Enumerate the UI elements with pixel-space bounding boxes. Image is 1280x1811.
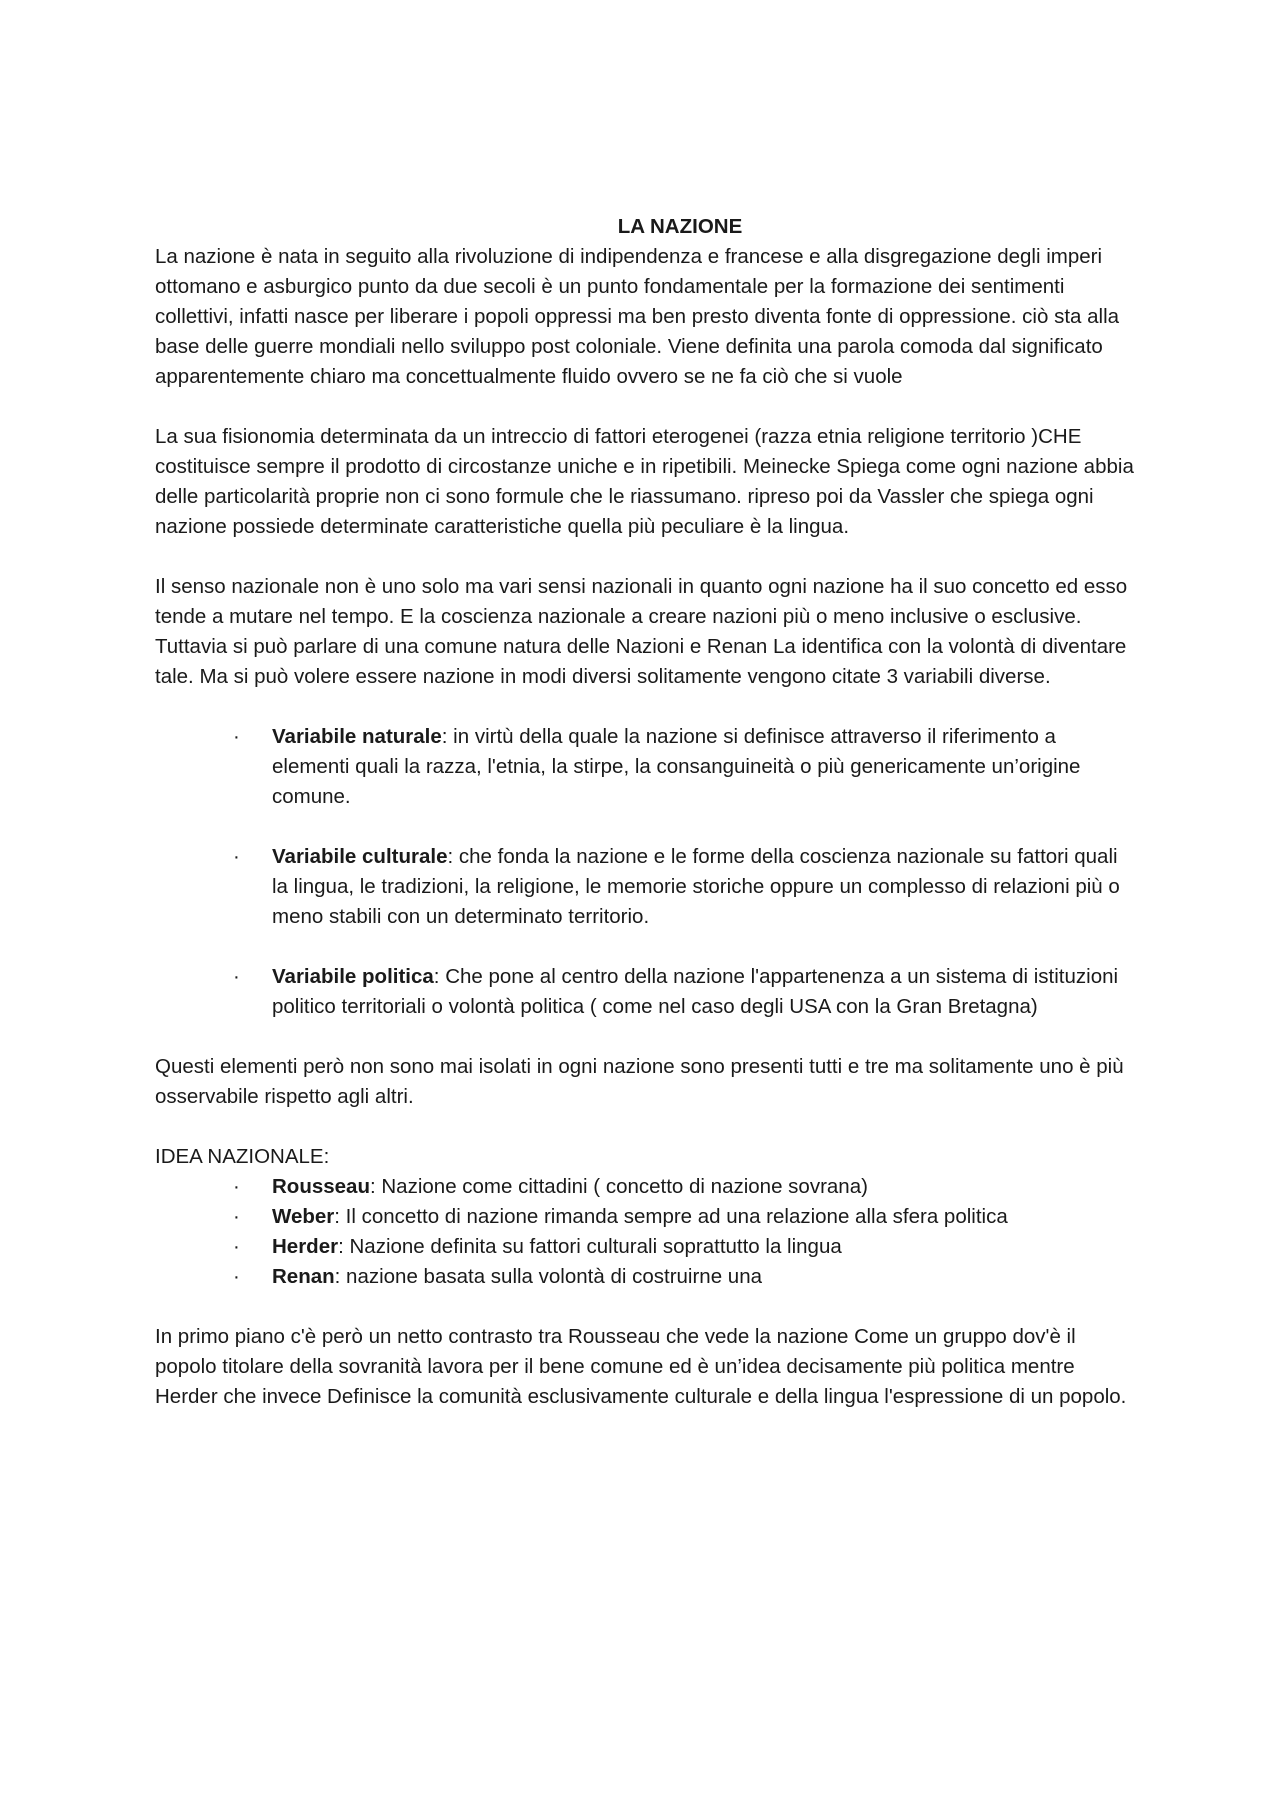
bullet-icon: · [233, 1205, 240, 1228]
bullet-icon: · [233, 845, 240, 868]
bullet-icon: · [233, 725, 240, 748]
list-item [155, 722, 1135, 812]
list-item-text: : che fonda la nazione e le forme della coscienza nazionale su fattori quali la lingua, le tradizioni, la religione, le memorie storiche oppure un complesso di relazioni più o meno stabili con un determinato territorio. [272, 845, 1120, 928]
bullet-icon: · [233, 1265, 240, 1288]
list-item-term: Renan [272, 1265, 335, 1288]
bullet-icon: · [233, 965, 240, 988]
idea-list [155, 1172, 1135, 1292]
list-item-term: Variabile culturale [272, 845, 448, 868]
list-item-term: Variabile politica [272, 965, 434, 988]
paragraph-summary: Questi elementi però non sono mai isolati in ogni nazione sono presenti tutti e tre ma solitamente uno è più osservabile rispetto agli altri. [155, 1055, 1124, 1108]
list-item [155, 1202, 1135, 1232]
paragraph-conclusion: In primo piano c'è però un netto contrasto tra Rousseau che vede la nazione Come un gruppo dov'è il popolo titolare della sovranità lavora per il bene comune ed è un’idea decisamente più politica mentre Herder che invece Definisce la comunità esclusivamente culturale e della lingua l'espressione di un popolo. [155, 1325, 1127, 1408]
list-item-text: : in virtù della quale la nazione si definisce attraverso il riferimento a elementi quali la razza, l'etnia, la stirpe, la consanguineità o più genericamente un’origine comune. [272, 725, 1081, 808]
document-page [155, 212, 1135, 1412]
document-title: LA NAZIONE [617, 215, 743, 238]
paragraph-origins: La nazione è nata in seguito alla rivoluzione di indipendenza e francese e alla disgregazione degli imperi ottomano e asburgico punto da due secoli è un punto fondamentale per la formazione dei sentimenti collettivi, infatti nasce per liberare i popoli oppressi ma ben presto diventa fonte di oppressione. ciò sta alla base delle guerre mondiali nello sviluppo post coloniale. Viene definita una parola comoda dal significato apparentemente chiaro ma concettualmente fluido ovvero se ne fa ciò che si vuole [155, 245, 1120, 388]
variables-list [155, 722, 1135, 1022]
spacer [155, 1292, 1135, 1322]
spacer [155, 692, 1135, 722]
list-item-text: : Il concetto di nazione rimanda sempre ad una relazione alla sfera politica [334, 1205, 1008, 1228]
list-item [155, 1262, 1135, 1292]
paragraph-common-nature: Tuttavia si può parlare di una comune natura delle Nazioni e Renan La identifica con la volontà di diventare tale. Ma si può volere essere nazione in modi diversi solitamente vengono citate 3 variabili diverse. [155, 635, 1127, 688]
list-item-text: : nazione basata sulla volontà di costruirne una [334, 1265, 763, 1288]
bullet-icon: · [233, 1175, 240, 1198]
paragraph-physiognomy: La sua fisionomia determinata da un intreccio di fattori eterogenei (razza etnia religione territorio )CHE costituisce sempre il prodotto di circostanze uniche e in ripetibili. Meinecke Spiega come ogni nazione abbia delle particolarità proprie non ci sono formule che le riassumano. ripreso poi da Vassler che spiega ogni nazione possiede determinate caratteristiche quella più peculiare è la lingua. [155, 425, 1134, 538]
spacer [155, 1112, 1135, 1142]
paragraph-national-sense: Il senso nazionale non è uno solo ma vari sensi nazionali in quanto ogni nazione ha il suo concetto ed esso tende a mutare nel tempo. E la coscienza nazionale a creare nazioni più o meno inclusive o esclusive. [155, 575, 1128, 628]
list-item-term: Weber [272, 1205, 335, 1228]
spacer [155, 392, 1135, 422]
list-item-term: Herder [272, 1235, 339, 1258]
bullet-icon: · [233, 1235, 240, 1258]
list-item-term: Rousseau [272, 1175, 370, 1198]
list-item-text: : Nazione come cittadini ( concetto di nazione sovrana) [369, 1175, 868, 1198]
spacer [155, 542, 1135, 572]
list-item [155, 962, 1135, 1022]
list-item [155, 842, 1135, 932]
list-item [155, 1172, 1135, 1202]
list-item-term: Variabile naturale [272, 725, 442, 748]
list-item [155, 1232, 1135, 1262]
list-item-text: : Nazione definita su fattori culturali soprattutto la lingua [338, 1235, 842, 1258]
list-item-text: : Che pone al centro della nazione l'appartenenza a un sistema di istituzioni politico territoriali o volontà politica ( come nel caso degli USA con la Gran Bretagna) [272, 965, 1119, 1018]
idea-heading: IDEA NAZIONALE: [155, 1145, 330, 1168]
